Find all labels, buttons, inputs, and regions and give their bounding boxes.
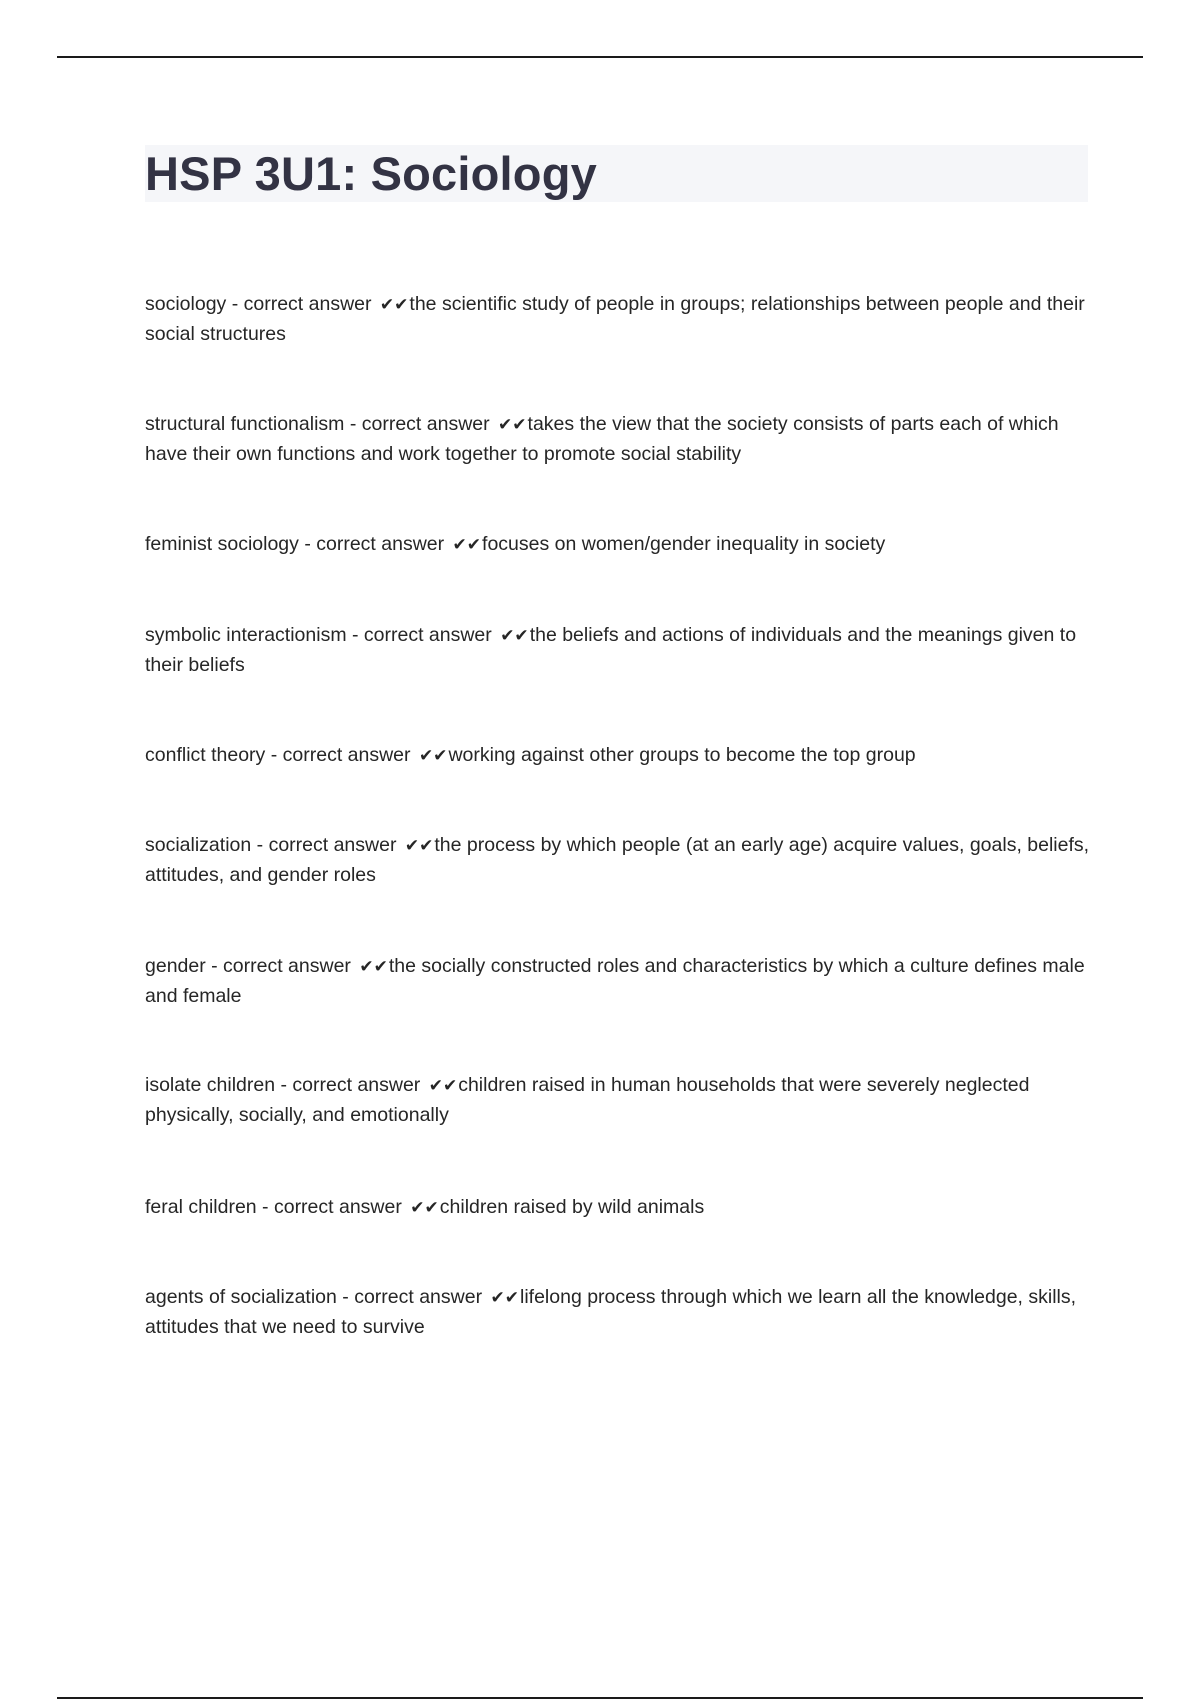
entry-definition: the socially constructed roles and characteristics by which a culture defines male and female bbox=[145, 955, 1085, 1007]
checkmark-icon: ✔✔ bbox=[500, 626, 529, 646]
entry-feral-children bbox=[145, 1193, 1095, 1223]
entry-term: isolate children bbox=[145, 1074, 276, 1096]
entry-definition: takes the view that the society consists of parts each of which have their own functions and work together to promote social stability bbox=[145, 413, 1059, 465]
entry-definition: children raised in human households that were severely neglected physically, socially, and emotionally bbox=[145, 1074, 1030, 1126]
entry-separator: - correct answer bbox=[256, 1196, 408, 1218]
entry-definition: the scientific study of people in groups; relationships between people and their social structures bbox=[145, 293, 1085, 345]
entry-definition: focuses on women/gender inequality in society bbox=[482, 533, 886, 555]
entry-agents-of-socialization bbox=[145, 1283, 1095, 1342]
entry-definition: the process by which people (at an early age) acquire values, goals, beliefs, attitudes, and gender roles bbox=[145, 834, 1090, 886]
entry-term: conflict theory bbox=[145, 744, 266, 766]
entry-definition: working against other groups to become the top group bbox=[448, 744, 916, 766]
entry-term: socialization bbox=[145, 834, 252, 856]
checkmark-icon: ✔✔ bbox=[359, 957, 388, 977]
checkmark-icon: ✔✔ bbox=[498, 415, 527, 435]
checkmark-icon: ✔✔ bbox=[490, 1288, 519, 1308]
entry-definition: lifelong process through which we learn all the knowledge, skills, attitudes that we need to survive bbox=[145, 1286, 1077, 1338]
entry-separator: - correct answer bbox=[344, 413, 496, 435]
entry-feminist-sociology bbox=[145, 530, 1095, 560]
entry-term: feral children bbox=[145, 1196, 257, 1218]
entry-term: feminist sociology bbox=[145, 533, 299, 555]
entry-separator: - correct answer bbox=[298, 533, 450, 555]
title-band bbox=[145, 145, 1088, 202]
entry-term: gender bbox=[145, 955, 206, 977]
entry-term: sociology bbox=[145, 293, 227, 315]
entry-sociology bbox=[145, 290, 1095, 349]
entry-socialization bbox=[145, 831, 1095, 890]
entry-term: symbolic interactionism bbox=[145, 624, 347, 646]
entry-term: agents of socialization bbox=[145, 1286, 337, 1308]
entry-conflict-theory bbox=[145, 741, 1095, 771]
top-rule bbox=[57, 56, 1143, 58]
entry-isolate-children bbox=[145, 1071, 1095, 1130]
entry-separator: - correct answer bbox=[226, 293, 377, 315]
entry-separator: - correct answer bbox=[275, 1074, 426, 1096]
checkmark-icon: ✔✔ bbox=[418, 746, 448, 766]
page-title: HSP 3U1: Sociology bbox=[145, 147, 597, 200]
entry-term: structural functionalism bbox=[145, 413, 345, 435]
entry-structural-functionalism bbox=[145, 410, 1095, 469]
entry-symbolic-interactionism bbox=[145, 621, 1095, 680]
entry-separator: - correct answer bbox=[336, 1286, 488, 1308]
entry-separator: - correct answer bbox=[205, 955, 357, 977]
entry-separator: - correct answer bbox=[265, 744, 416, 766]
checkmark-icon: ✔✔ bbox=[404, 836, 434, 856]
checkmark-icon: ✔✔ bbox=[410, 1198, 439, 1218]
checkmark-icon: ✔✔ bbox=[428, 1076, 458, 1096]
bottom-rule bbox=[57, 1697, 1143, 1699]
entry-separator: - correct answer bbox=[346, 624, 498, 646]
entry-separator: - correct answer bbox=[251, 834, 402, 856]
entry-definition: the beliefs and actions of individuals and the meanings given to their beliefs bbox=[145, 624, 1077, 676]
checkmark-icon: ✔✔ bbox=[379, 295, 409, 315]
checkmark-icon: ✔✔ bbox=[452, 535, 482, 555]
entry-definition: children raised by wild animals bbox=[439, 1196, 705, 1218]
entry-gender bbox=[145, 952, 1095, 1011]
